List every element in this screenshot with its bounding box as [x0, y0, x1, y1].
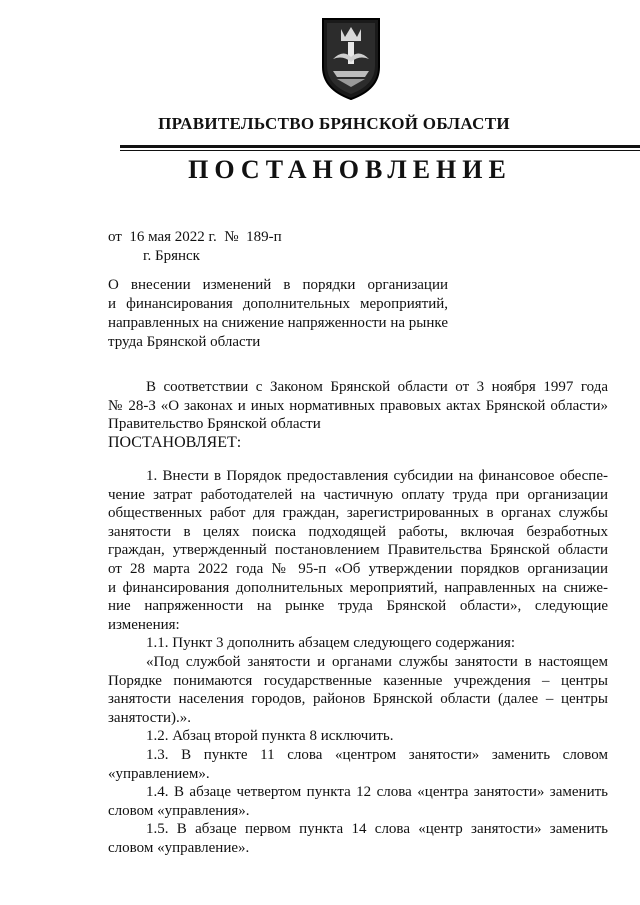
body-line: «управлением».	[108, 765, 210, 782]
subpoint-1-3: 1.3. В пункте 11 слова «центром занятости» заменить словом	[146, 746, 608, 763]
document-subject	[108, 276, 448, 352]
body-line: от 28 марта 2022 года № 95-п «Об утверждении порядков организации	[108, 560, 608, 577]
preamble	[108, 378, 608, 452]
preamble-line: Правительство Брянской области	[108, 416, 321, 433]
subpoint-1-5: 1.5. В абзаце первом пункта 14 слова «центр занятости» заменить	[146, 821, 608, 838]
preamble-line: № 28-З «О законах и иных нормативных правовых актах Брянской области»	[108, 397, 608, 414]
body-line: граждан, утвержденный постановлением Правительства Брянской области	[108, 542, 608, 559]
subject-line: направленных на снижение напряженности на рынке	[108, 315, 448, 331]
body-line: 1. Внести в Порядок предоставления субсидии на финансовое обеспе-	[146, 468, 608, 484]
body-line: Порядке понимаются государственные казенные учреждения – центры	[108, 672, 608, 689]
preamble-line: В соответствии с Законом Брянской области от 3 ноября 1997 года	[146, 379, 608, 395]
body-line: словом «управление».	[108, 839, 250, 856]
body-line: чение затрат работодателей на частичную оплату труда при организации	[108, 486, 608, 503]
coat-of-arms-icon	[319, 15, 383, 101]
subject-line: О внесении изменений в порядки организации	[108, 277, 448, 293]
body-line: занятости).».	[108, 709, 191, 726]
body-line: занятости населения городов, районов Брянской области (далее – центры	[108, 691, 608, 708]
body-line: ние напряженности на рынке труда Брянской области», следующие	[108, 598, 608, 615]
body-line: словом «управления».	[108, 802, 250, 819]
body-line: и финансирования дополнительных мероприятий, направленных на сниже-	[108, 579, 608, 596]
body-line: общественных работ для граждан, зарегистрированных в органах службы	[108, 505, 608, 522]
header-divider-thin	[120, 150, 640, 151]
subpoint-1-4: 1.4. В абзаце четвертом пункта 12 слова «центра занятости» заменить	[146, 784, 608, 801]
body-line: занятости в целях поиска подходящей работы, включая безработных	[108, 523, 608, 540]
header-divider-thick	[120, 145, 640, 148]
point-1	[108, 467, 608, 857]
body-line: изменения:	[108, 616, 180, 633]
date-and-number: от 16 мая 2022 г. № 189-п	[108, 229, 282, 245]
subject-line: труда Брянской области	[108, 334, 261, 350]
document-type-title: ПОСТАНОВЛЕНИЕ	[188, 155, 512, 184]
subpoint-1-2: 1.2. Абзац второй пункта 8 исключить.	[146, 728, 394, 745]
body-line: «Под службой занятости и органами службы занятости в настоящем	[146, 653, 608, 670]
subpoint-1-1: 1.1. Пункт 3 дополнить абзацем следующего содержания:	[146, 635, 516, 652]
resolution-keyword: ПОСТАНОВЛЯЕТ:	[108, 433, 242, 451]
subject-line: и финансирования дополнительных мероприятий,	[108, 296, 448, 312]
city: г. Брянск	[143, 248, 200, 264]
organization-title: ПРАВИТЕЛЬСТВО БРЯНСКОЙ ОБЛАСТИ	[158, 114, 510, 133]
